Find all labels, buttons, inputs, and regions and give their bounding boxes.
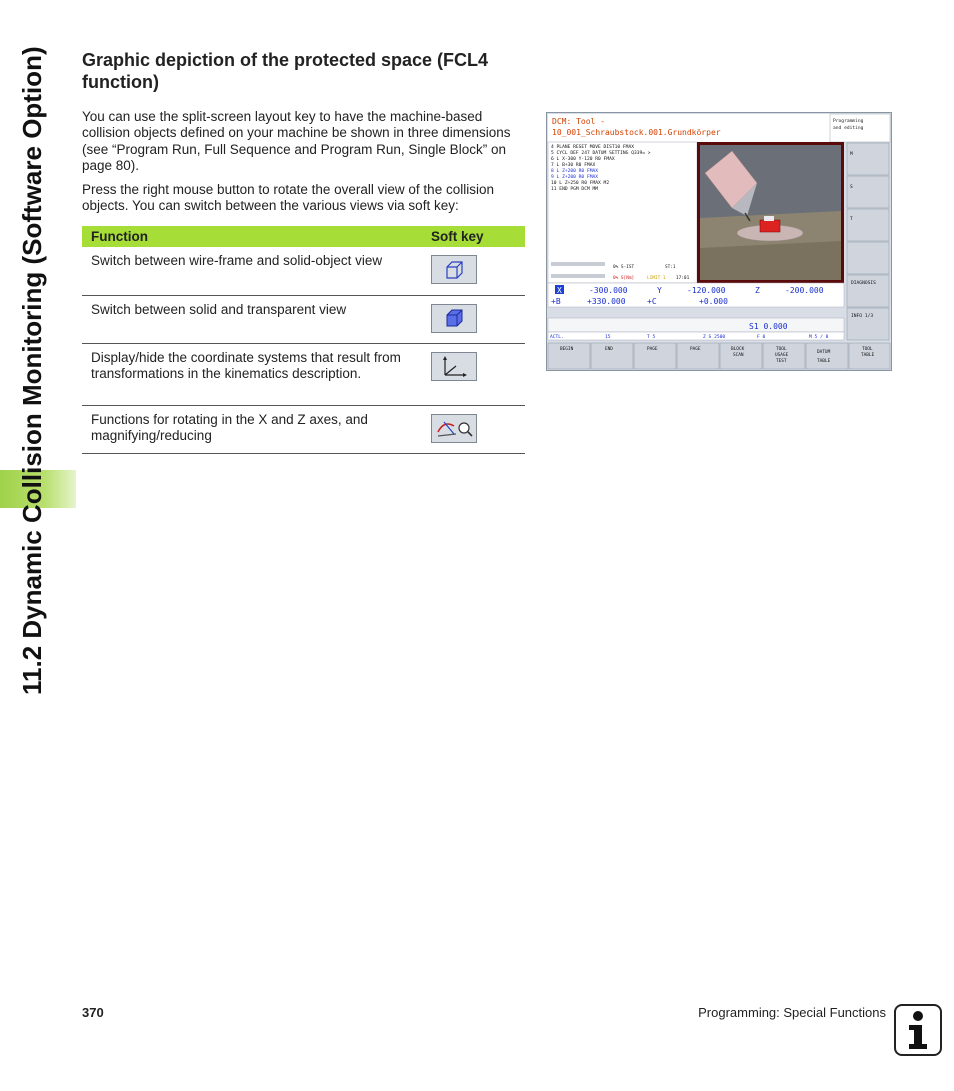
actl-label: ACTL. (550, 335, 564, 340)
softkey-label: TOOL (862, 347, 873, 352)
table-row (82, 405, 525, 453)
bottom-softkeys (548, 343, 890, 369)
side-info: INFO 1/3 (851, 314, 874, 319)
program-line: 5 CYCL DEF 247 DATUM SETTING Q339= > (551, 151, 651, 156)
function-description: Switch between solid and transparent view (82, 295, 422, 343)
side-m: M (850, 152, 853, 157)
side-diagnosis: DIAGNOSIS (851, 281, 876, 286)
softkey-label: USAGE (775, 353, 789, 358)
status-time: 17:01 (676, 276, 690, 281)
coordinate-axes-icon[interactable] (431, 352, 477, 381)
section-heading: Graphic depiction of the protected space (FCL4 function) (82, 50, 489, 92)
axis-x-value: -300.000 (589, 286, 628, 295)
axis-c-value: +0.000 (699, 297, 728, 306)
softkey-label: TABLE (861, 353, 875, 358)
side-s: S (850, 185, 853, 190)
axis-c-label: +C (647, 297, 657, 306)
screen-header-line1: DCM: Tool - (552, 117, 605, 126)
footer-section: Programming: Special Functions (698, 1005, 886, 1020)
softkey-label: TABLE (817, 359, 831, 364)
axis-y-value: -120.000 (687, 286, 726, 295)
status-snm: 0% S[Nm] (613, 276, 635, 281)
bar-item: M 5 / 8 (809, 335, 829, 340)
bar-item: F 0 (757, 335, 766, 340)
softkey-label: TEST (776, 359, 787, 364)
bar-item: T 5 (647, 335, 656, 340)
softkey-label: PAGE (647, 347, 658, 352)
info-icon (894, 1004, 942, 1056)
function-description: Functions for rotating in the X and Z axes, and magnifying/reducing (82, 405, 422, 453)
softkey-label: END (605, 347, 613, 352)
function-table (82, 226, 525, 454)
program-line: 7 L B+30 R0 FMAX (551, 163, 596, 168)
status-sist: 0% S-IST (613, 265, 635, 270)
table-row (82, 247, 525, 295)
side-t: T (850, 217, 853, 222)
axis-b-label: +B (551, 297, 561, 306)
solid-cube-icon[interactable] (431, 304, 477, 333)
spindle-value: S1 0.000 (749, 322, 788, 331)
status-st: ST:1 (665, 265, 676, 270)
table-row (82, 343, 525, 405)
axis-x-label: X (557, 286, 562, 295)
function-column-header: Function (82, 226, 422, 247)
axis-y-label: Y (657, 286, 662, 295)
page-number: 370 (82, 1005, 104, 1020)
table-row (82, 295, 525, 343)
softkey-column-header: Soft key (422, 226, 525, 247)
axis-b-value: +330.000 (587, 297, 626, 306)
program-line: 10 L Z+250 R0 FMAX M2 (551, 181, 610, 186)
status-limit: LIMIT 1 (647, 276, 666, 281)
screen-header-line2: 10_001_Schraubstock.001.Grundkörper (552, 128, 721, 137)
program-line: 11 END PGM DCM MM (551, 187, 599, 192)
softkey-label: BLOCK (731, 347, 745, 352)
screen-mode-line1: Programming (833, 119, 864, 124)
wireframe-cube-icon[interactable] (431, 255, 477, 284)
rotate-zoom-icon[interactable] (431, 414, 477, 443)
function-description: Switch between wire-frame and solid-object view (82, 247, 422, 295)
axis-z-label: Z (755, 286, 760, 295)
intro-paragraph: You can use the split-screen layout key to have the machine-based collision objects defined on your machine be shown in three dimensions (see “Program Run, Full Sequence and Program Run, Single Block” on page 80). (82, 109, 511, 173)
softkey-label: SCAN (733, 353, 744, 358)
screen-mode-line2: and editing (833, 126, 864, 131)
axis-z-value: -200.000 (785, 286, 824, 295)
softkey-label: BEGIN (560, 347, 574, 352)
softkey-label: TOOL (776, 347, 787, 352)
rotate-paragraph: Press the right mouse button to rotate the overall view of the collision objects. You can switch between the various views via soft key: (82, 182, 494, 214)
softkey-label: DATUM (817, 350, 831, 355)
program-line: 6 L X-300 Y-120 R0 FMAX (551, 157, 615, 162)
feed-percent: 15 (605, 335, 611, 340)
program-line: 4 PLANE RESET MOVE DIST10 FMAX (551, 145, 634, 150)
softkey-label: PAGE (690, 347, 701, 352)
tnc-screenshot (546, 112, 892, 371)
chapter-side-title: 11.2 Dynamic Collision Monitoring (Software Option) (17, 46, 47, 695)
program-line: 8 L Z+200 R0 FMAX (551, 169, 599, 174)
program-line: 9 L Z+200 R0 FMAX (551, 175, 599, 180)
function-description: Display/hide the coordinate systems that result from transformations in the kinematics description. (82, 343, 422, 405)
bar-item: Z S 2500 (703, 335, 726, 340)
